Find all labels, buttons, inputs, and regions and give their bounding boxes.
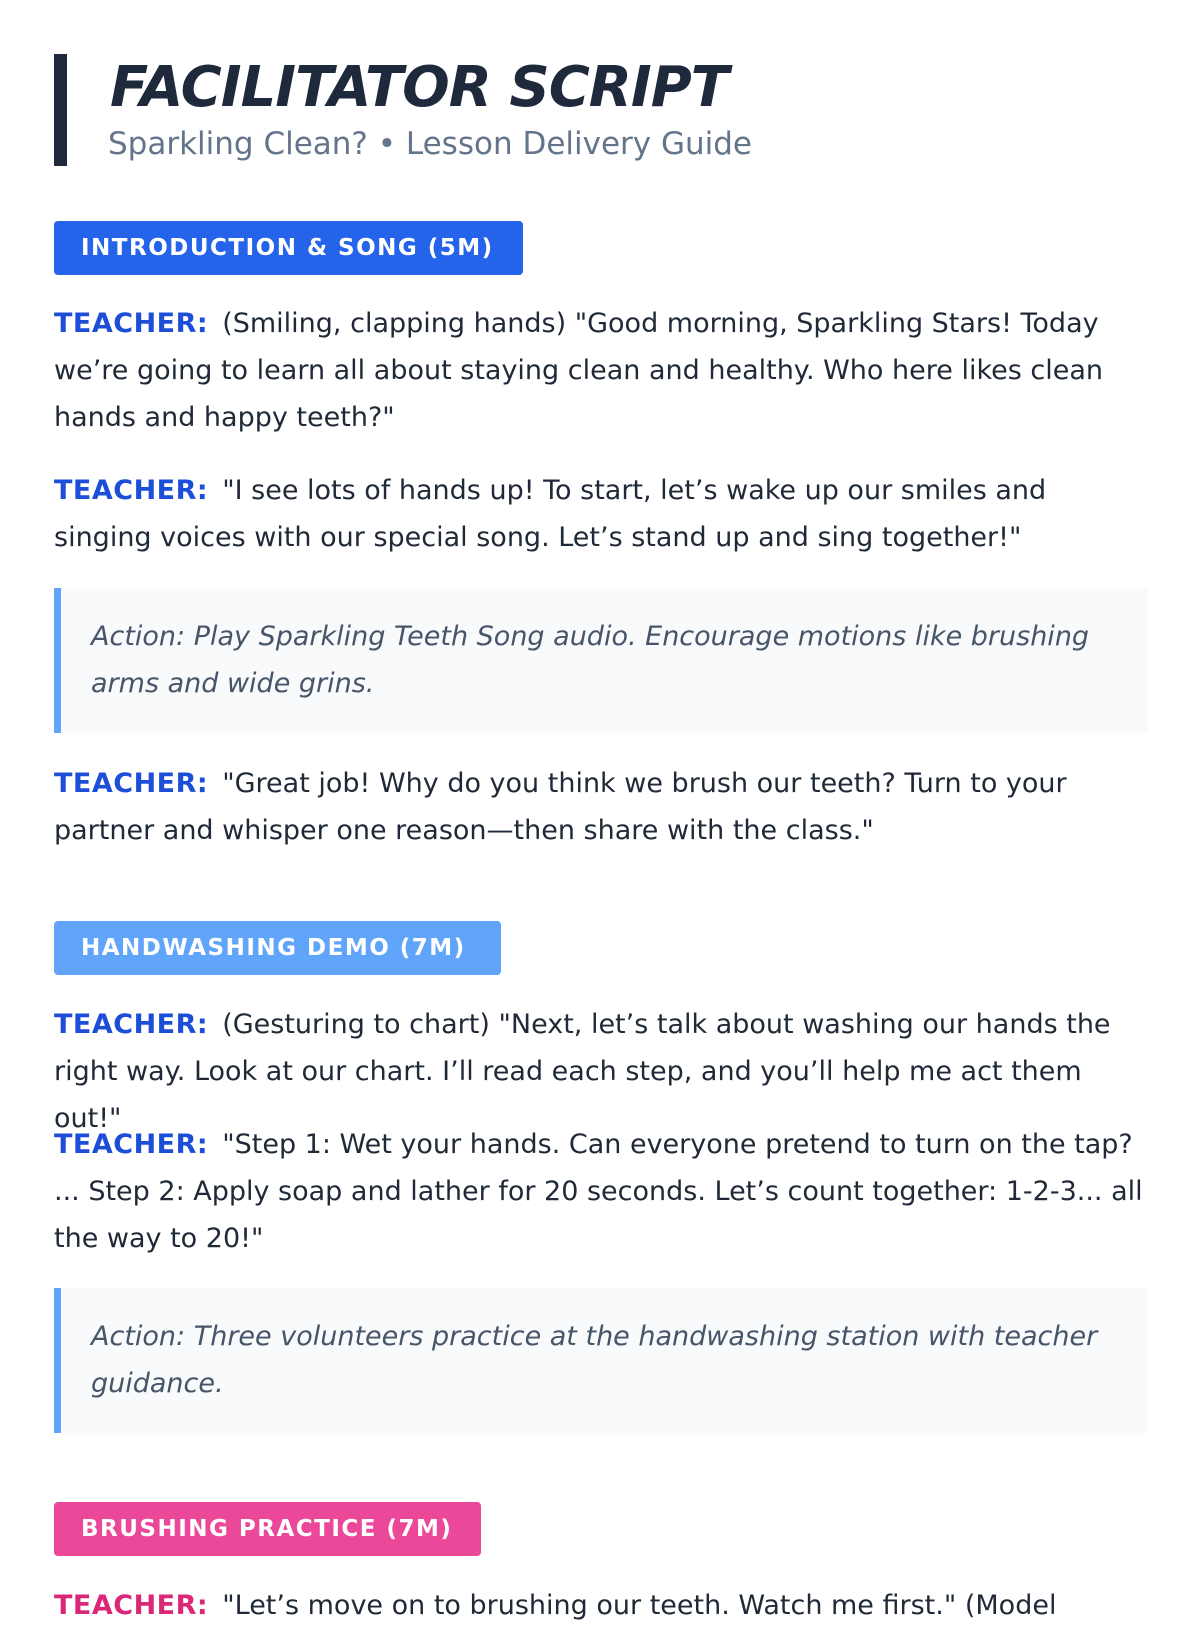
speaker-label: TEACHER:	[54, 1590, 209, 1621]
speaker-label: TEACHER:	[54, 475, 209, 506]
page-subtitle: Sparkling Clean? • Lesson Delivery Guide	[108, 126, 753, 162]
section-label-introduction: INTRODUCTION & SONG (5M)	[54, 221, 523, 275]
script-text: "I see lots of hands up! To start, let’s wake up our smiles and singing voices with our special song. Let’s stand up and sing together!"	[54, 475, 1047, 553]
script-line	[54, 1582, 1148, 1629]
script-text: (Gesturing to chart) "Next, let’s talk about washing our hands the right way. Look at our chart. I’ll read each step, and you’ll help me act them out!"	[54, 1009, 1111, 1134]
section-label-brushing: BRUSHING PRACTICE (7M)	[54, 1502, 481, 1556]
script-line	[54, 300, 1148, 441]
script-text: "Let’s move on to brushing our teeth. Watch me first." (Model	[222, 1590, 1057, 1621]
action-note: Action: Three volunteers practice at the handwashing station with teacher guidance.	[54, 1288, 1148, 1433]
action-note: Action: Play Sparkling Teeth Song audio. Encourage motions like brushing arms and wide grins.	[54, 588, 1148, 733]
script-line	[54, 760, 1148, 854]
script-text: "Step 1: Wet your hands. Can everyone pretend to turn on the tap? ... Step 2: Apply soap and lather for 20 seconds. Let’s count together: 1-2-3... all the way to 20!"	[54, 1129, 1143, 1254]
script-line	[54, 1121, 1148, 1262]
speaker-label: TEACHER:	[54, 1009, 209, 1040]
script-text: (Smiling, clapping hands) "Good morning, Sparkling Stars! Today we’re going to learn all about staying clean and healthy. Who here likes clean hands and happy teeth?"	[54, 308, 1103, 433]
page-header	[54, 54, 1148, 166]
speaker-label: TEACHER:	[54, 308, 209, 339]
speaker-label: TEACHER:	[54, 768, 209, 799]
script-line	[54, 467, 1148, 561]
header-accent-bar	[54, 54, 67, 166]
section-label-handwashing: HANDWASHING DEMO (7M)	[54, 921, 501, 975]
page-title: FACILITATOR SCRIPT	[110, 55, 728, 120]
script-text: "Great job! Why do you think we brush our teeth? Turn to your partner and whisper one reason—then share with the class."	[54, 768, 1067, 846]
speaker-label: TEACHER:	[54, 1129, 209, 1160]
